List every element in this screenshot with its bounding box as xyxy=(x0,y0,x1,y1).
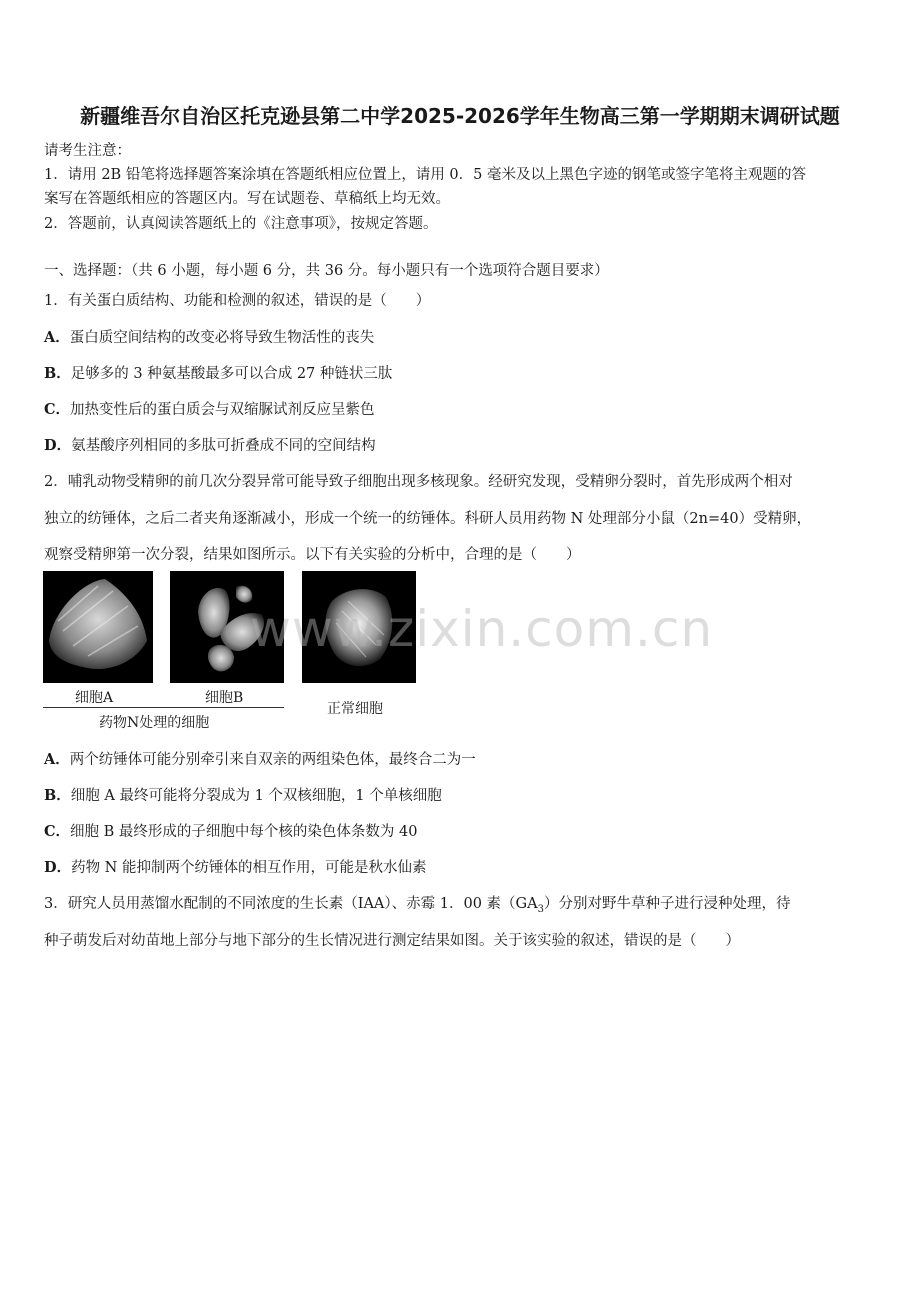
option-text: 两个纺锤体可能分别牵引来自双亲的两组染色体，最终合二为一 xyxy=(69,752,476,768)
cell-a-caption: 细胞A xyxy=(75,690,114,706)
q2-option-c xyxy=(44,820,417,841)
option-label: C． xyxy=(44,823,71,840)
option-label: A． xyxy=(44,751,70,768)
notice-item-1a: 1．请用 2B 铅笔将选择题答案涂填在答题纸相应位置上，请用 0．5 毫米及以上黑色字迹的钢笔或签字笔将主观题的答 xyxy=(44,167,806,183)
option-text: 细胞 A 最终可能将分裂成为 1 个双核细胞，1 个单核细胞 xyxy=(70,788,442,804)
notice-heading: 请考生注意： xyxy=(44,143,131,159)
q3-stem-text: 3．研究人员用蒸馏水配制的不同浓度的生长素（IAA）、赤霉 1．00 素（GA xyxy=(44,896,538,912)
q3-stem-b: 种子萌发后对幼苗地上部分与地下部分的生长情况进行测定结果如图。关于该实验的叙述，错误的是（ ） xyxy=(44,933,740,949)
option-text: 药物 N 能抑制两个纺锤体的相互作用，可能是秋水仙素 xyxy=(71,860,427,876)
option-text: 蛋白质空间结构的改变必将导致生物活性的丧失 xyxy=(69,330,375,346)
q3-subscript: 3 xyxy=(537,903,544,915)
q2-option-d xyxy=(44,856,426,877)
cell-b-caption: 细胞B xyxy=(205,690,244,706)
q2-stem-a: 2．哺乳动物受精卵的前几次分裂异常可能导致子细胞出现多核现象。经研究发现，受精卵分裂时，首先形成两个相对 xyxy=(44,474,793,490)
q1-option-c xyxy=(44,398,375,419)
group-caption: 药物N处理的细胞 xyxy=(99,715,210,731)
notice-item-2: 2．答题前，认真阅读答题纸上的《注意事项》，按规定答题。 xyxy=(44,216,438,232)
q2-stem-c: 观察受精卵第一次分裂，结果如图所示。以下有关实验的分析中，合理的是（ ） xyxy=(44,547,581,563)
q1-option-a xyxy=(44,326,374,347)
option-text: 加热变性后的蛋白质会与双缩脲试剂反应呈紫色 xyxy=(70,402,375,418)
option-label: B． xyxy=(44,787,71,804)
option-label: D． xyxy=(44,437,72,454)
section-heading: 一、选择题：（共 6 小题，每小题 6 分，共 36 分。每小题只有一个选项符合题目要求） xyxy=(44,263,609,279)
q1-stem: 1．有关蛋白质结构、功能和检测的叙述，错误的是（ ） xyxy=(44,293,431,309)
group-divider xyxy=(43,707,284,708)
watermark: www.zixin.com.cn xyxy=(250,600,714,658)
q2-option-b xyxy=(44,784,442,805)
q2-option-a xyxy=(44,748,476,769)
cell-a-image xyxy=(43,571,153,683)
q3-stem-a xyxy=(44,892,790,915)
q1-option-d xyxy=(44,434,376,455)
notice-item-1b: 案写在答题纸相应的答题区内。写在试题卷、草稿纸上均无效。 xyxy=(44,191,450,207)
option-label: A． xyxy=(44,329,70,346)
normal-cell-caption: 正常细胞 xyxy=(327,701,383,717)
option-text: 足够多的 3 种氨基酸最多可以合成 27 种链状三肽 xyxy=(70,366,393,382)
q3-stem-end: ）分别对野牛草种子进行浸种处理，待 xyxy=(543,896,791,912)
option-text: 氨基酸序列相同的多肽可折叠成不同的空间结构 xyxy=(71,438,376,454)
q1-option-b xyxy=(44,362,392,383)
option-label: D． xyxy=(44,859,72,876)
q2-stem-b: 独立的纺锤体，之后二者夹角逐渐减小，形成一个统一的纺锤体。科研人员用药物 N 处理部分小鼠（2n=40）受精卵， xyxy=(44,511,812,527)
page-title: 新疆维吾尔自治区托克逊县第二中学2025-2026学年生物高三第一学期期末调研试题 xyxy=(80,104,840,128)
option-text: 细胞 B 最终形成的子细胞中每个核的染色体条数为 40 xyxy=(70,824,418,840)
option-label: B． xyxy=(44,365,71,382)
option-label: C． xyxy=(44,401,71,418)
